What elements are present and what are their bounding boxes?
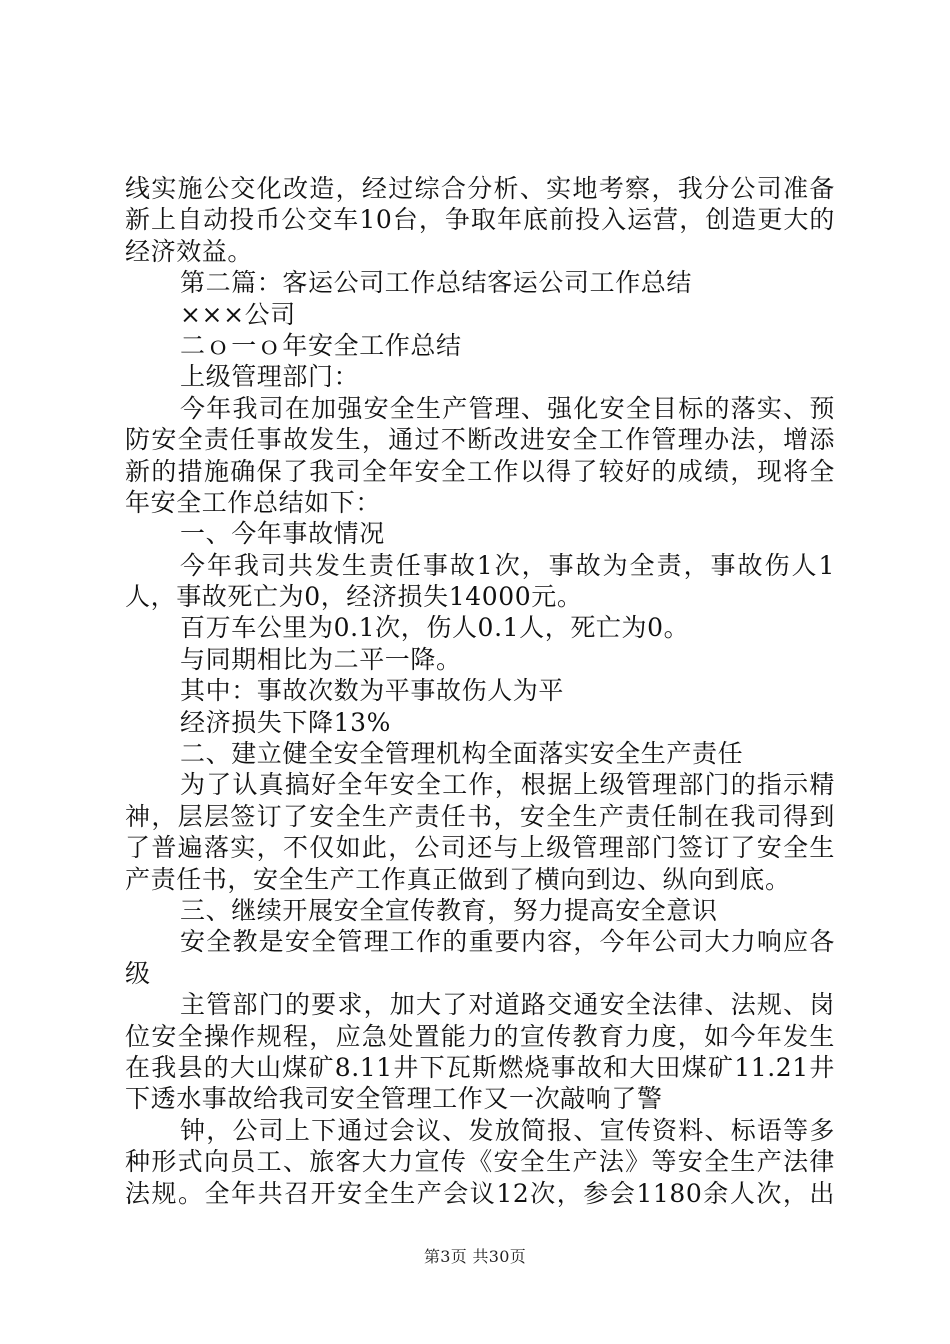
text-line: 线实施公交化改造，经过综合分析、实地考察，我分公司准备: [125, 174, 835, 203]
text-line: 产责任书，安全生产工作真正做到了横向到边、纵向到底。: [125, 864, 791, 894]
text-line: 二ｏ一ｏ年安全工作总结: [180, 330, 462, 360]
text-line: 了普遍落实，不仅如此，公司还与上级管理部门签订了安全生: [125, 833, 835, 863]
text-line: 今年我司共发生责任事故1次，事故为全责，事故伤人1: [180, 550, 835, 580]
text-line: 百万车公里为0.1次，伤人0.1人，死亡为0。: [180, 613, 690, 643]
text-line: 其中：事故次数为平事故伤人为平: [180, 676, 565, 706]
text-line: 今年我司在加强安全生产管理、强化安全目标的落实、预: [180, 393, 835, 423]
text-line: 新上自动投币公交车10台，争取年底前投入运营，创造更大的: [125, 205, 835, 235]
text-line: 种形式向员工、旅客大力宣传《安全生产法》等安全生产法律: [125, 1147, 835, 1177]
text-line: 防安全责任事故发生，通过不断改进安全工作管理办法，增添: [125, 425, 835, 455]
text-line: 年安全工作总结如下：: [125, 487, 382, 517]
text-line: 经济损失下降13%: [180, 707, 391, 737]
text-line: 主管部门的要求，加大了对道路交通安全法律、法规、岗: [180, 990, 835, 1020]
text-line: 新的措施确保了我司全年安全工作以得了较好的成绩，现将全: [125, 456, 835, 486]
text-line: 法规。全年共召开安全生产会议12次，参会1180余人次，出: [125, 1178, 835, 1208]
text-line: 经济效益。: [125, 236, 254, 266]
document-body: [125, 173, 835, 1209]
text-line: 二、建立健全安全管理机构全面落实安全生产责任: [180, 739, 744, 769]
text-line: 人，事故死亡为0，经济损失14000元。: [125, 582, 583, 612]
text-line: 第二篇：客运公司工作总结客运公司工作总结: [180, 268, 693, 298]
text-line: 为了认真搞好全年安全工作，根据上级管理部门的指示精: [180, 770, 835, 800]
text-line: 上级管理部门：: [180, 362, 360, 392]
text-line: 一、今年事故情况: [180, 519, 385, 549]
text-line: 下透水事故给我司安全管理工作又一次敲响了警: [125, 1084, 663, 1114]
page-footer: 第3页 共30页: [423, 1247, 527, 1266]
text-line: 三、继续开展安全宣传教育，努力提高安全意识: [180, 895, 718, 925]
text-line: 安全教是安全管理工作的重要内容，今年公司大力响应各: [180, 927, 835, 957]
text-line: ×××公司: [180, 299, 296, 329]
text-line: 神，层层签订了安全生产责任书，安全生产责任制在我司得到: [125, 801, 835, 831]
text-line: 与同期相比为二平一降。: [180, 644, 462, 674]
text-line: 级: [125, 958, 151, 988]
text-line: 在我县的大山煤矿8.11井下瓦斯燃烧事故和大田煤矿11.21井: [125, 1052, 835, 1082]
text-line: 位安全操作规程，应急处置能力的宣传教育力度，如今年发生: [125, 1021, 835, 1051]
text-line: 钟，公司上下通过会议、发放简报、宣传资料、标语等多: [180, 1115, 835, 1145]
